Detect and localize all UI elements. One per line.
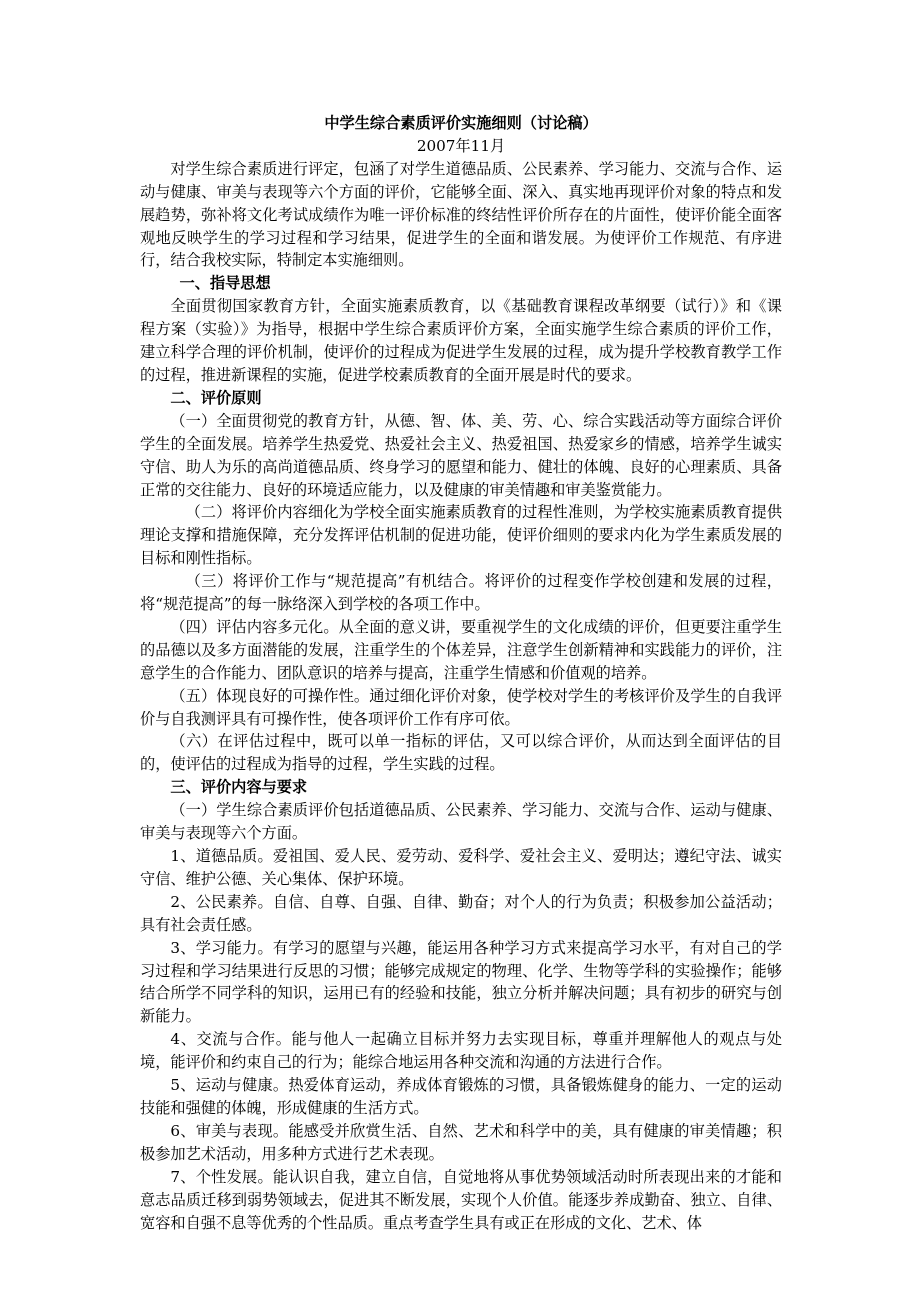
section-heading-principles: 二、评价原则 xyxy=(170,388,262,407)
principle-item-3: （三）将评价工作与“规范提高”有机结合。将评价的过程变作学校创建和发展的过程，将“规范提高”的每一脉络深入到学校的各项工作中。 xyxy=(140,572,782,614)
content-item-7: 7、个性发展。能认识自我，建立自信，自觉地将从事优势领域活动时所表现出来的才能和意志品质迁移到弱势领域去，促进其不断发展，实现个人价值。能逐步养成勤奋、独立、自律、宽容和自强不息等优秀的个性品质。重点考查学生具有或正在形成的文化、艺术、体 xyxy=(140,1167,782,1232)
content-item-overview: （一）学生综合素质评价包括道德品质、公民素养、学习能力、交流与合作、运动与健康、审美与表现等六个方面。 xyxy=(140,801,782,843)
content-item-3: 3、学习能力。有学习的愿望与兴趣，能运用各种学习方式来提高学习水平，有对自己的学习过程和学习结果进行反思的习惯；能够完成规定的物理、化学、生物等学科的实验操作；能够结合所学不同学科的知识，运用已有的经验和技能，独立分析并解决问题；具有初步的研究与创新能力。 xyxy=(140,938,782,1026)
principle-item-2: （二）将评价内容细化为学校全面实施素质教育的过程性准则，为学校实施素质教育提供理论支撑和措施保障，充分发挥评估机制的促进功能，使评价细则的要求内化为学生素质发展的目标和刚性指标。 xyxy=(140,503,782,568)
principle-item-6: （六）在评估过程中，既可以单一指标的评估，又可以综合评价，从而达到全面评估的目的，使评估的过程成为指导的过程，学生实践的过程。 xyxy=(140,732,782,774)
section-heading-content: 三、评价内容与要求 xyxy=(170,778,308,797)
content-item-5: 5、运动与健康。热爱体育运动，养成体育锻炼的习惯，具备锻炼健身的能力、一定的运动技能和强健的体魄，形成健康的生活方式。 xyxy=(140,1076,782,1117)
document-body xyxy=(140,112,782,1234)
content-item-6: 6、审美与表现。能感受并欣赏生活、自然、艺术和科学中的美，具有健康的审美情趣；积极参加艺术活动，用多种方式进行艺术表现。 xyxy=(140,1121,782,1163)
content-item-1: 1、道德品质。爱祖国、爱人民、爱劳动、爱科学、爱社会主义、爱明达；遵纪守法、诚实守信、维护公德、关心集体、保护环境。 xyxy=(140,847,782,888)
intro-paragraph: 对学生综合素质进行评定，包涵了对学生道德品质、公民素养、学习能力、交流与合作、运动与健康、审美与表现等六个方面的评价，它能够全面、深入、真实地再现评价对象的特点和发展趋势，弥补将文化考试成绩作为唯一评价标准的终结性评价所存在的片面性，使评价能全面客观地反映学生的学习过程和学习结果，促进学生的全面和谐发展。为使评价工作规范、有序进行，结合我校实际，特制定本实施细则。 xyxy=(140,159,782,270)
principle-item-4: （四）评估内容多元化。从全面的意义讲，要重视学生的文化成绩的评价，但更要注重学生的品德以及多方面潜能的发展，注重学生的个体差异，注意学生创新精神和实践能力的评价，注意学生的合作能力、团队意识的培养与提高，注重学生情感和价值观的培养。 xyxy=(140,617,782,682)
section-paragraph: 全面贯彻国家教育方针，全面实施素质教育，以《基础教育课程改革纲要（试行）》和《课程方案（实验）》为指导，根据中学生综合素质评价方案，全面实施学生综合素质的评价工作，建立科学合理的评价机制，使评价的过程成为促进学生发展的过程，成为提升学校教育教学工作的过程，推进新课程的实施，促进学校素质教育的全面开展是时代的要求。 xyxy=(140,297,782,384)
content-item-2: 2、公民素养。自信、自尊、自强、自律、勤奋；对个人的行为负责；积极参加公益活动；具有社会责任感。 xyxy=(140,892,782,934)
content-item-4: 4、交流与合作。能与他人一起确立目标并努力去实现目标，尊重并理解他人的观点与处境，能评价和约束自己的行为；能综合地运用各种交流和沟通的方法进行合作。 xyxy=(140,1030,782,1072)
principle-item-5: （五）体现良好的可操作性。通过细化评价对象，使学校对学生的考核评价及学生的自我评价与自我测评具有可操作性，使各项评价工作有序可依。 xyxy=(140,686,782,728)
document-date: 2007年11月 xyxy=(416,136,506,155)
document-title: 中学生综合素质评价实施细则（讨论稿） xyxy=(324,114,598,132)
section-heading-guiding-thought: 一、指导思想 xyxy=(179,274,271,293)
principle-item-1: （一）全面贯彻党的教育方针，从德、智、体、美、劳、心、综合实践活动等方面综合评价学生的全面发展。培养学生热爱党、热爱社会主义、热爱祖国、热爱家乡的情感，培养学生诚实守信、助人为乐的高尚道德品质、终身学习的愿望和能力、健壮的体魄、良好的心理素质、具备正常的交往能力、良好的环境适应能力，以及健康的审美情趣和审美鉴赏能力。 xyxy=(140,411,782,499)
